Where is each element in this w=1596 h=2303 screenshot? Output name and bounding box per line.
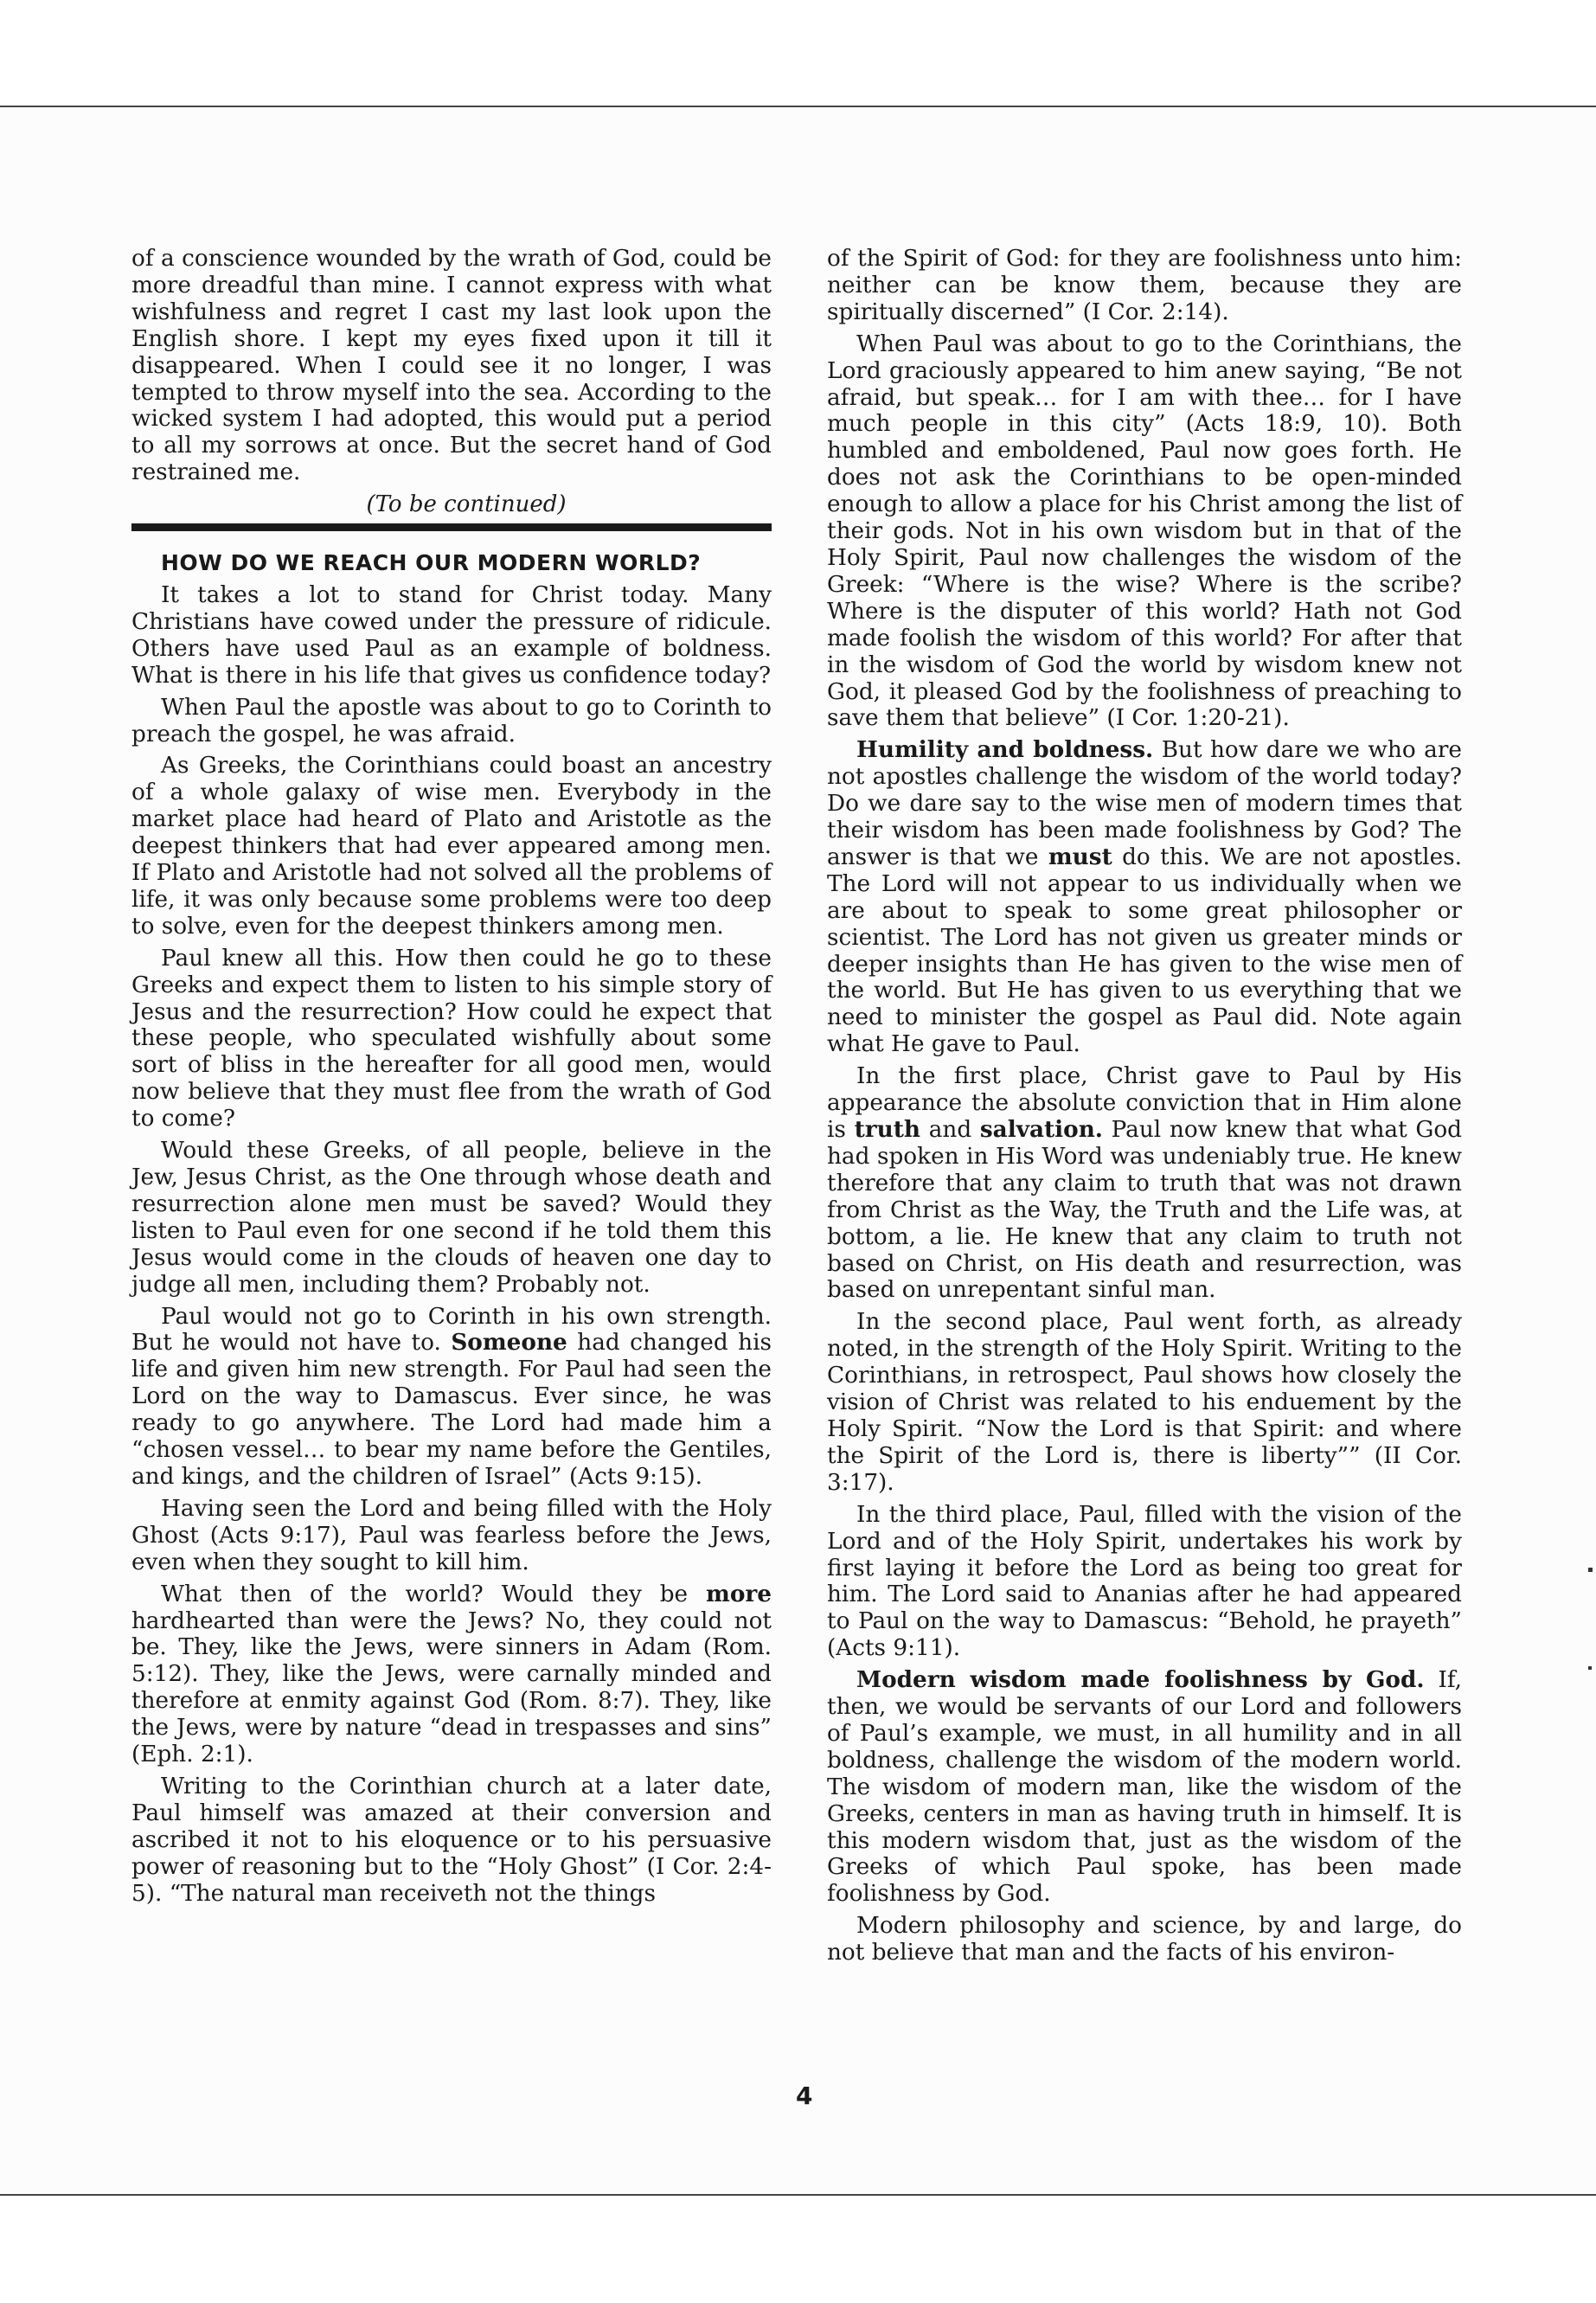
- bold-run: more: [706, 1580, 772, 1607]
- text-run: What then of the world? Would they be: [161, 1581, 689, 1607]
- bold-run: must: [1048, 843, 1112, 870]
- paragraph-final: Modern philosophy and science, by and large, do not believe that man and the facts of his environ-: [827, 1913, 1462, 1966]
- paragraph-more: [131, 1581, 772, 1768]
- paragraph-ghost: Having seen the Lord and being filled with the Holy Ghost (Acts 9:17), Paul was fearless before the Jews, even when they sought to kill him.: [131, 1495, 772, 1575]
- text-run: do this. We are not apostles. The Lord will not appear to us individually when we are about to speak to some great philosopher or scientist. The Lord has not given us greater minds or deeper insights than He has given to the wise men of the world. But He has given to us everything that we need to minister the gospel as Paul did. Note again what He gave to Paul.: [827, 844, 1463, 1058]
- paragraph-first-place: [827, 1063, 1462, 1304]
- continuation-paragraph: of the Spirit of God: for they are foolishness unto him: neither can be know them, because they are spiritually discerned” (I Cor. 2:14).: [827, 246, 1462, 325]
- section-rule: [131, 523, 772, 531]
- bold-run: salvation.: [979, 1116, 1103, 1143]
- bold-run: truth: [854, 1116, 920, 1143]
- paragraph-humility: [827, 737, 1462, 1058]
- scan-margin-bottom: [0, 2194, 1596, 2303]
- paragraph-final: Writing to the Corinthian church at a later date, Paul himself was amazed at their conversion and ascribed it not to his eloquence or to his persuasive power of reasoning but to the “Holy Ghost” (I Cor. 2:4-5). “The natural man receiveth not the things: [131, 1773, 772, 1907]
- text-run: hardhearted than were the Jews? No, they could not be. They, like the Jews, were sinners in Adam (Rom. 5:12). They, like the Jews, were carnally minded and therefore at enmity against God (Rom. 8:7). They, like the Jews, were by nature “dead in trespasses and sins” (Eph. 2:1).: [131, 1607, 772, 1768]
- continued-note: (To be continued): [366, 491, 567, 518]
- intro-paragraph: of a conscience wounded by the wrath of God, could be more dreadful than mine. I cannot express with what wishfulness and regret I cast my last look upon the English shore. I kept my eyes fixed upon it till it disappeared. When I could see it no longer, I was tempted to throw myself into the sea. According to the wicked system I had adopted, this would put a period to all my sorrows at once. But the secret hand of God restrained me.: [131, 246, 772, 486]
- text-run: But how dare we who are not apostles challenge the wisdom of the world today? Do we dare say to the wise men of modern times that their wisdom has been made foolishness by God? The answer is that we: [827, 737, 1462, 870]
- scan-speck: [1588, 1666, 1592, 1670]
- text-run: Paul now knew that what God had spoken in His Word was undeniably true. He knew therefore that any claim to truth that was not drawn from Christ as the Way, the Truth and the Life was, at bottom, a lie. He knew that any claim to truth not based on Christ, on His death and resurrection, was based on unrepentant sinful man.: [827, 1117, 1463, 1304]
- paragraph-5: Would these Greeks, of all people, believe in the Jew, Jesus Christ, as the One through whose death and resurrection alone men must be saved? Would they listen to Paul even for one second if he told them this Jesus would come in the clouds of heaven one day to judge all men, including them? Probably not.: [131, 1138, 772, 1298]
- text-run: If, then, we would be servants of our Lord and followers of Paul’s example, we must, in all humility and in all boldness, challenge the wisdom of the modern world. The wisdom of modern man, like the wisdom of the Greeks, centers in man as having truth in himself. It is this modern wisdom that, just as the wisdom of the Greeks of which Paul spoke, has been made foolishness by God.: [827, 1667, 1462, 1908]
- paragraph-third-place: In the third place, Paul, filled with the vision of the Lord and of the Holy Spirit, undertakes his work by first laying it before the Lord as being too great for him. The Lord said to Ananias after he had appeared to Paul on the way to Damascus: “Behold, he prayeth” (Acts 9:11).: [827, 1501, 1462, 1662]
- bold-run: Someone: [451, 1329, 567, 1357]
- paragraph-modern-wisdom: [827, 1667, 1462, 1908]
- bold-lead: Modern wisdom made foolishness by God.: [856, 1666, 1425, 1694]
- text-run: In the first place, Christ gave to Paul by His appearance the absolute conviction that in Him alone is: [827, 1063, 1462, 1143]
- paragraph-second-place: In the second place, Paul went forth, as already noted, in the strength of the Holy Spirit. Writing to the Corinthians, in retrospect, Paul shows how closely the vision of Christ was related to his enduement by the Holy Spirit. “Now the Lord is that Spirit: and where the Spirit of the Lord is, there is liberty”” (II Cor. 3:17).: [827, 1309, 1462, 1496]
- text-run: and: [928, 1117, 972, 1143]
- bold-lead: Humility and boldness.: [856, 736, 1154, 764]
- paragraph-3: As Greeks, the Corinthians could boast an ancestry of a whole galaxy of wise men. Everybody in the market place had heard of Plato and Aristotle as the deepest thinkers that had ever appeared among men. If Plato and Aristotle had not solved all the problems of life, it was only because some problems were too deep to solve, even for the deepest thinkers among men.: [131, 753, 772, 940]
- paragraph-2: When Paul the apostle was about to go to Corinth to preach the gospel, he was afraid.: [131, 694, 772, 747]
- page-number: 4: [796, 2082, 813, 2110]
- text-run: had changed his life and given him new strength. For Paul had seen the Lord on the way to Damascus. Ever since, he was ready to go anywhere. The Lord had made him a “chosen vessel… to bear my name before the Gentiles, and kings, and the children of Israel” (Acts 9:15).: [131, 1330, 772, 1490]
- scan-margin-top: [0, 0, 1596, 107]
- scan-speck: [1588, 1568, 1593, 1572]
- paragraph-4: Paul knew all this. How then could he go to these Greeks and expect them to listen to his simple story of Jesus and the resurrection? How could he expect that these people, who speculated wishfully about some sort of bliss in the hereafter for all good men, would now believe that they must flee from the wrath of God to come?: [131, 945, 772, 1132]
- text-run: Paul would not go to Corinth in his own strength. But he would not have to.: [131, 1303, 772, 1357]
- paragraph-corinthians: When Paul was about to go to the Corinthians, the Lord graciously appeared to him anew saying, “Be not afraid, but speak… for I am with thee… for I have much people in this city” (Acts 18:9, 10). Both humbled and emboldened, Paul now goes forth. He does not ask the Corinthians to be open-minded enough to allow a place for his Christ among the list of their gods. Not in his own wisdom but in that of the Holy Spirit, Paul now challenges the wisdom of the Greek: “Where is the wise? Where is the scribe? Where is the disputer of this world? Hath not God made foolish the wisdom of this world? For after that in the wisdom of God the world by wisdom knew not God, it pleased God by the foolishness of preaching to save them that believe” (I Cor. 1:20-21).: [827, 330, 1462, 732]
- right-column: [827, 246, 1462, 1972]
- left-column: [131, 246, 772, 1912]
- paragraph-someone: [131, 1304, 772, 1491]
- article-heading: HOW DO WE REACH OUR MODERN WORLD?: [161, 550, 702, 576]
- paragraph-1: It takes a lot to stand for Christ today. Many Christians have cowed under the pressure of ridicule. Others have used Paul as an example of boldness. What is there in his life that gives us confidence today?: [131, 581, 772, 689]
